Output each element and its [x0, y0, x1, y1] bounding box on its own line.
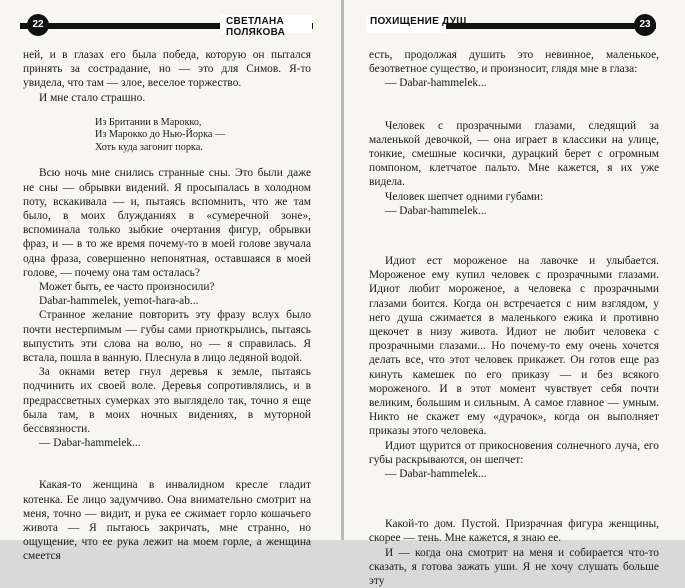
verse-line: Из Британии в Марокко, — [95, 116, 202, 128]
section-break — [369, 481, 659, 517]
verse-epigraph — [95, 117, 311, 155]
section-break — [369, 91, 659, 119]
left-text-column — [23, 48, 311, 564]
paragraph: Какой-то дом. Пустой. Призрачная фигура женщины, скорее — тень. Мне кажется, я знаю ее. — [369, 518, 659, 545]
paragraph: За окнами ветер гнул деревья к земле, пытаясь подчинить их своей воле. Деревья сопротивлялись, и в предрассветных сумерках это выглядело так, точно я еще была там, в моих ночных видениях, в муторной бессвязности. — [23, 366, 311, 435]
paragraph: Dabar-hammelek, yemot-hara-ab... — [39, 295, 199, 308]
section-break — [23, 450, 311, 478]
paragraph: — Dabar-hammelek... — [385, 468, 487, 481]
verse-line: Из Марокко до Нью-Йорка — — [95, 129, 226, 141]
paragraph: Всю ночь мне снились странные сны. Это были даже не сны — обрывки видений. Я просыпалась в холодном поту, вскакивала — и, пытаясь вспомнить, что же там было, в моих блужданиях в «сумеречной зоне», вспоминала только зыбкие очертания фигур, обрывки фраз, и — в то же время почему-то в моей голове звучала одна фраза, совершенно непонятная, оставшаяся в моей голове, — почему она там осталась? — [23, 167, 311, 279]
paragraph: Человек шепчет одними губами: — [385, 190, 544, 203]
paragraph: — Dabar-hammelek... — [39, 437, 141, 450]
right-page — [344, 0, 685, 588]
paragraph: — Dabar-hammelek... — [385, 204, 487, 217]
paragraph: Идиот щурится от прикосновения солнечного луча, его губы раскрываются, он шепчет: — [369, 439, 659, 466]
running-head: ПОХИЩЕНИЕ ДУШ — [370, 16, 467, 27]
running-head: СВЕТЛАНА ПОЛЯКОВА — [226, 16, 286, 38]
section-break — [369, 218, 659, 254]
paragraph: Может быть, ее часто произносили? — [39, 280, 215, 293]
paragraph: И — когда она смотрит на меня и собирается что-то сказать, я готова зажать уши. Я не хочу слушать больше эту — [369, 546, 659, 588]
paragraph: И мне стало страшно. — [39, 91, 146, 104]
left-running-header — [0, 12, 341, 38]
right-running-header — [344, 12, 685, 38]
paragraph: есть, продолжая душить это невинное, маленькое, безответное существо, и произносит, глядя мне в глаза: — [369, 49, 659, 76]
verse-line: Хоть куда загонит порка. — [95, 141, 203, 153]
left-page — [0, 0, 341, 563]
right-text-column — [369, 48, 659, 588]
paragraph: Какая-то женщина в инвалидном кресле гладит котенка. Ее лицо задумчиво. Она внимательно смотрит на меня, точно — видит, и рука ее сжимает горло кошачьего живота — Я пытаюсь закричать, мне странно, но ощущение, что ее рука лежит на моем горле, а женщина смеется — [23, 479, 311, 563]
paragraph: Идиот ест мороженое на лавочке и улыбается. Мороженое ему купил человек с прозрачными глазами. Идиот любит мороженое, а человека с прозрачными глазами боится. Когда он встречается с ним взглядом, у него душа сжимается в маленького ежика и противно щекочет в низу живота. Идиот не любит человека с прозрачными глазами... Но почему-то ему очень хочется делать все, что этот человек прикажет. Он готов еще раз кинуть камешек по его приказу — и без всякого мороженого. И в этот момент чувствует себя почти великим, большим и сильным. А самое главное — умным. Никто не скажет ему «дурачок», когда он выполняет приказы этого человека. — [369, 255, 659, 438]
page-number: 23 — [634, 14, 656, 36]
paragraph: Странное желание повторить эту фразу вслух было почти нестерпимым — губы сами приоткрылись, пытаясь выпустить эти слова на волю, но — я справилась. Я встала, пошла в ванную. Плеснула в лицо ледяной водой. — [23, 309, 311, 364]
paragraph: Человек с прозрачными глазами, следящий за маленькой девочкой, — она играет в классики на улице, тонкие, смешные косички, дурацкий берет с огромным помпоном, клетчатое пальто. Мне кажется, я их уже видела. — [369, 119, 659, 189]
paragraph: ней, и в глазах его была победа, которую он пытался принять за сострадание, но — это для Симов. Я-то увидела, что там — злое, веселое торжество. — [23, 49, 311, 90]
page-number: 22 — [27, 14, 49, 36]
paragraph: — Dabar-hammelek... — [385, 77, 487, 90]
